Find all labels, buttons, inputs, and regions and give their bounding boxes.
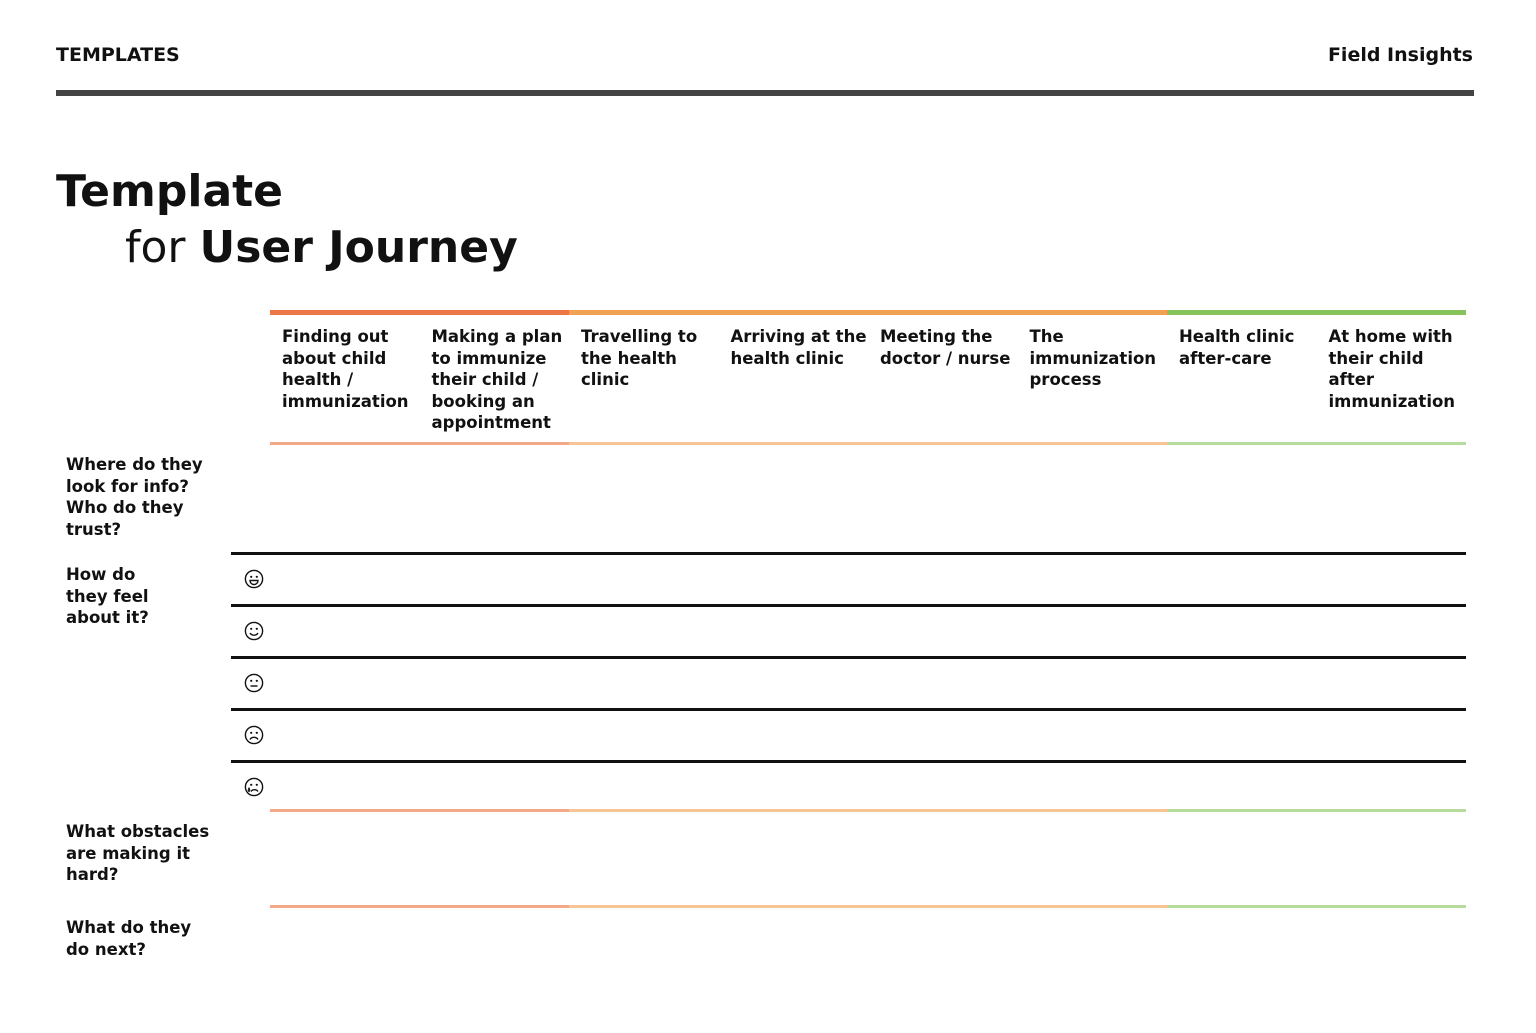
stage-divider — [1018, 809, 1168, 812]
stage-divider — [719, 905, 869, 908]
stage-top-bar — [569, 310, 719, 315]
stage-divider — [868, 905, 1018, 908]
crying-face-icon — [244, 777, 264, 797]
feeling-row-divider — [231, 708, 1466, 711]
stage-divider — [569, 442, 719, 445]
stage-divider — [569, 809, 719, 812]
stage-divider — [569, 905, 719, 908]
stage-label: At home with their child after immunization — [1328, 327, 1456, 411]
stage-divider — [1167, 809, 1317, 812]
stage-divider — [270, 905, 420, 908]
stage-divider — [719, 442, 869, 445]
stage-divider — [868, 442, 1018, 445]
stage-label: Travelling to the health clinic — [581, 327, 698, 389]
stage-divider — [1317, 905, 1467, 908]
feeling-row-divider — [231, 656, 1466, 659]
stage-top-bar — [1317, 310, 1467, 315]
brand-name: Field Insights — [1327, 44, 1473, 66]
stage-divider — [719, 809, 869, 812]
stage-divider — [868, 809, 1018, 812]
stage-label: The immunization process — [1029, 327, 1157, 389]
stage-divider — [420, 442, 570, 445]
stage-divider — [420, 905, 570, 908]
stage-divider — [420, 809, 570, 812]
feeling-row-divider — [231, 604, 1466, 607]
page-subtitle — [125, 222, 518, 273]
page-title: Template — [56, 166, 284, 217]
stage-divider — [270, 442, 420, 445]
stage-divider — [1317, 442, 1467, 445]
stage-divider — [1018, 442, 1168, 445]
neutral-face-icon — [244, 673, 264, 693]
row-label-info: Where do they look for info? Who do they trust? — [66, 455, 203, 539]
stage-label: Meeting the doctor / nurse — [880, 327, 1011, 368]
happy-face-icon — [244, 621, 264, 641]
stage-label: Making a plan to immunize their child / booking an appointment — [431, 327, 563, 432]
subtitle-bold: User Journey — [199, 222, 518, 273]
stage-top-bar — [1167, 310, 1317, 315]
stage-top-bar — [868, 310, 1018, 315]
stage-label: Health clinic after-care — [1179, 327, 1295, 368]
stage-top-bar — [420, 310, 570, 315]
feeling-row-divider — [231, 760, 1466, 763]
stage-divider — [1167, 442, 1317, 445]
stage-label: Finding out about child health / immunization — [282, 327, 409, 411]
subtitle-prefix: for — [125, 222, 186, 273]
row-label-feel: How do they feel about it? — [66, 565, 149, 627]
stage-divider — [1317, 809, 1467, 812]
feeling-row-divider — [231, 552, 1466, 555]
stage-label: Arriving at the health clinic — [730, 327, 867, 368]
stage-divider — [270, 809, 420, 812]
row-label-obstacles: What obstacles are making it hard? — [66, 822, 210, 884]
row-label-next: What do they do next? — [66, 918, 192, 959]
very-happy-face-icon — [244, 569, 264, 589]
header-divider — [56, 90, 1474, 96]
stage-divider — [1018, 905, 1168, 908]
stage-top-bar — [1018, 310, 1168, 315]
section-label: TEMPLATES — [56, 44, 180, 66]
sad-face-icon — [244, 725, 264, 745]
stage-divider — [1167, 905, 1317, 908]
stage-top-bar — [719, 310, 869, 315]
stage-top-bar — [270, 310, 420, 315]
